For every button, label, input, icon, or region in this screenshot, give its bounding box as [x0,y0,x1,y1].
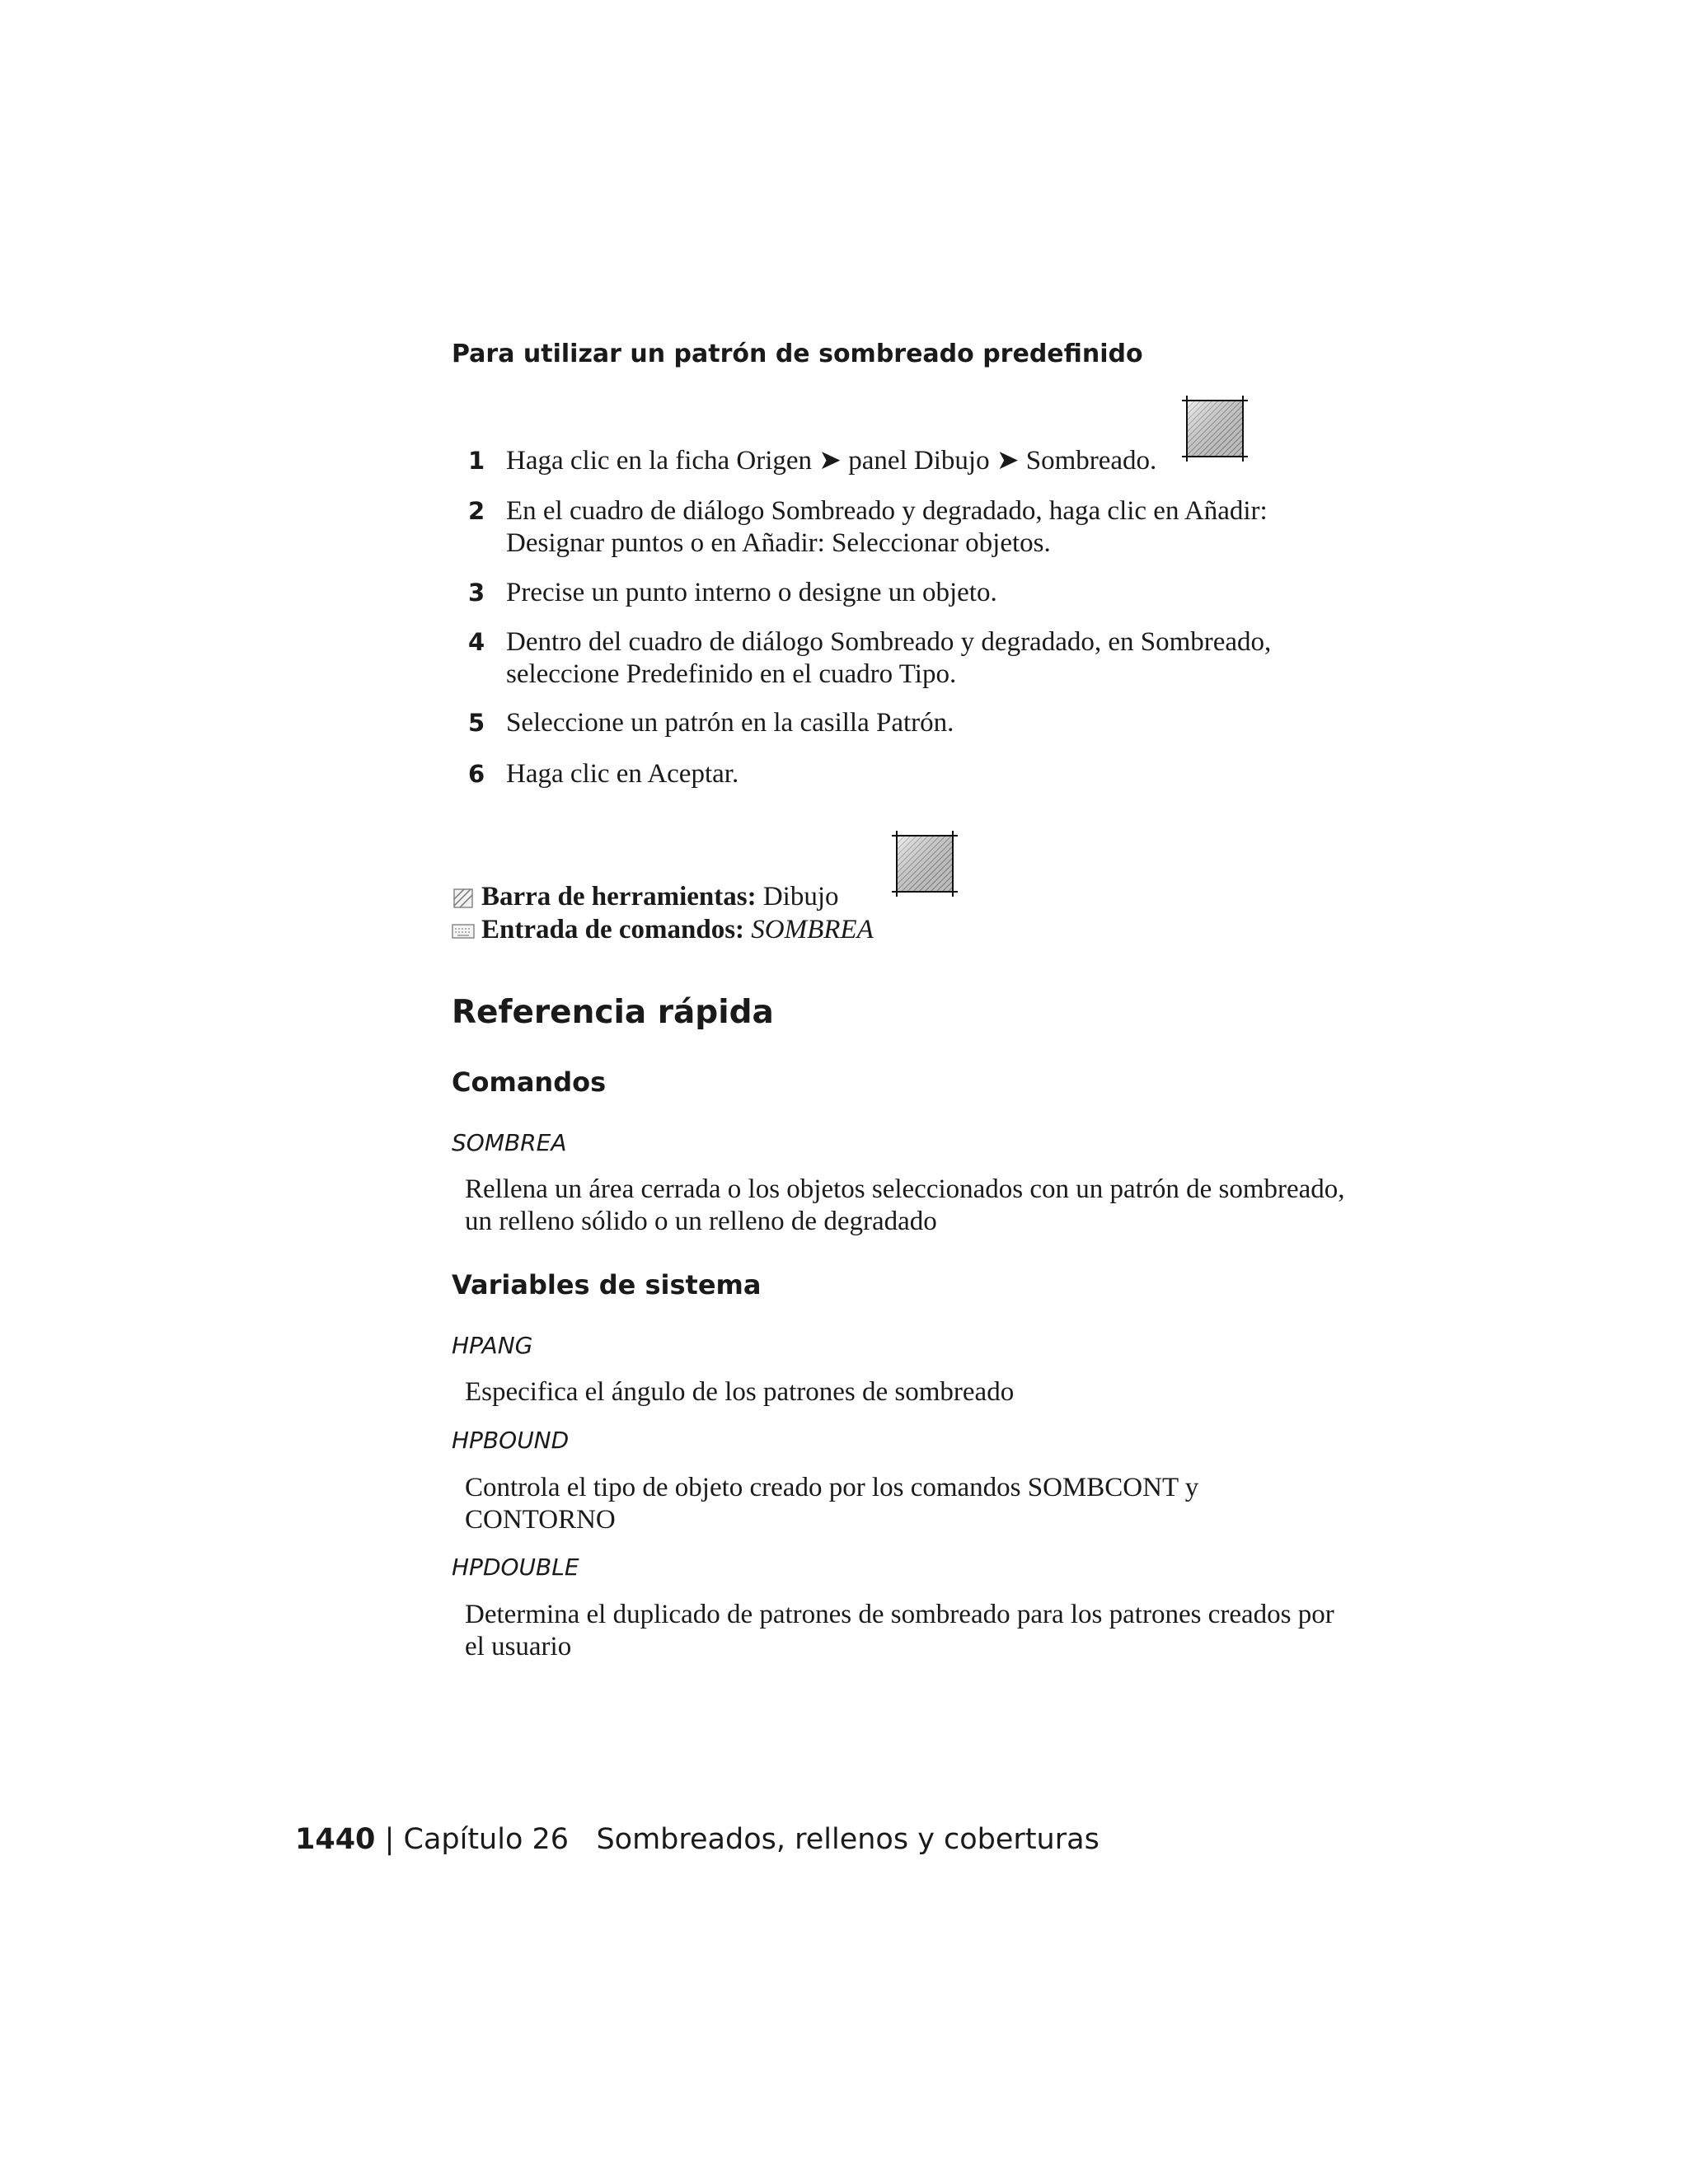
sysvar-term: HPDOUBLE [452,1554,579,1581]
step-text: Dentro del cuadro de diálogo Sombreado y degradado, en Sombreado, seleccione Predefinido en el cuadro Tipo. [506,627,1272,689]
command-value: SOMBREA [751,915,874,944]
sysvar-term: HPBOUND [452,1427,570,1454]
page-footer [295,1823,1100,1856]
step-number: 1 [468,447,485,475]
step-number: 6 [468,760,485,788]
toolbar-label: Barra de herramientas: [481,882,757,912]
sysvar-description: Especifica el ángulo de los patrones de sombreado [465,1377,1015,1407]
keyboard-icon [452,922,475,940]
hatch-icon [1182,396,1248,462]
toolbar-access-line [452,880,839,913]
commands-heading: Comandos [452,1066,607,1098]
toolbar-icon [452,887,475,910]
step-text: Precise un punto interno o designe un objeto. [506,578,997,607]
hatch-icon [892,831,958,897]
chapter-title: Sombreados, rellenos y coberturas [596,1823,1100,1856]
sysvar-term: HPANG [452,1332,533,1359]
sysvar-description: Determina el duplicado de patrones de sombreado para los patrones creados por el usuario [465,1600,1334,1661]
step-number: 3 [468,579,485,607]
step-number: 4 [468,628,485,656]
chapter-label: Capítulo 26 [403,1823,570,1856]
step-number: 2 [468,497,485,525]
step-text: Seleccione un patrón en la casilla Patrón. [506,708,954,738]
sysvar-description: Controla el tipo de objeto creado por los comandos SOMBCONT y CONTORNO [465,1473,1199,1535]
command-term: SOMBREA [452,1129,567,1156]
step-text: Haga clic en la ficha Origen ➤ panel Dibujo ➤ Sombreado. [506,446,1157,476]
toolbar-value: Dibujo [762,882,839,912]
step-number: 5 [468,709,485,737]
footer-separator: | [384,1823,395,1856]
command-access-line [452,913,874,946]
step-text: Haga clic en Aceptar. [506,759,739,789]
procedure-title: Para utilizar un patrón de sombreado predefinido [452,340,1143,368]
command-label: Entrada de comandos: [481,915,745,944]
section-heading: Referencia rápida [452,994,774,1031]
sysvars-heading: Variables de sistema [452,1269,762,1301]
page-number: 1440 [295,1823,376,1856]
step-text: En el cuadro de diálogo Sombreado y degradado, haga clic en Añadir: Designar puntos o en Añadir: Seleccionar objetos. [506,496,1268,558]
command-description: Rellena un área cerrada o los objetos seleccionados con un patrón de sombreado, un relleno sólido o un relleno de degradado [465,1174,1345,1236]
